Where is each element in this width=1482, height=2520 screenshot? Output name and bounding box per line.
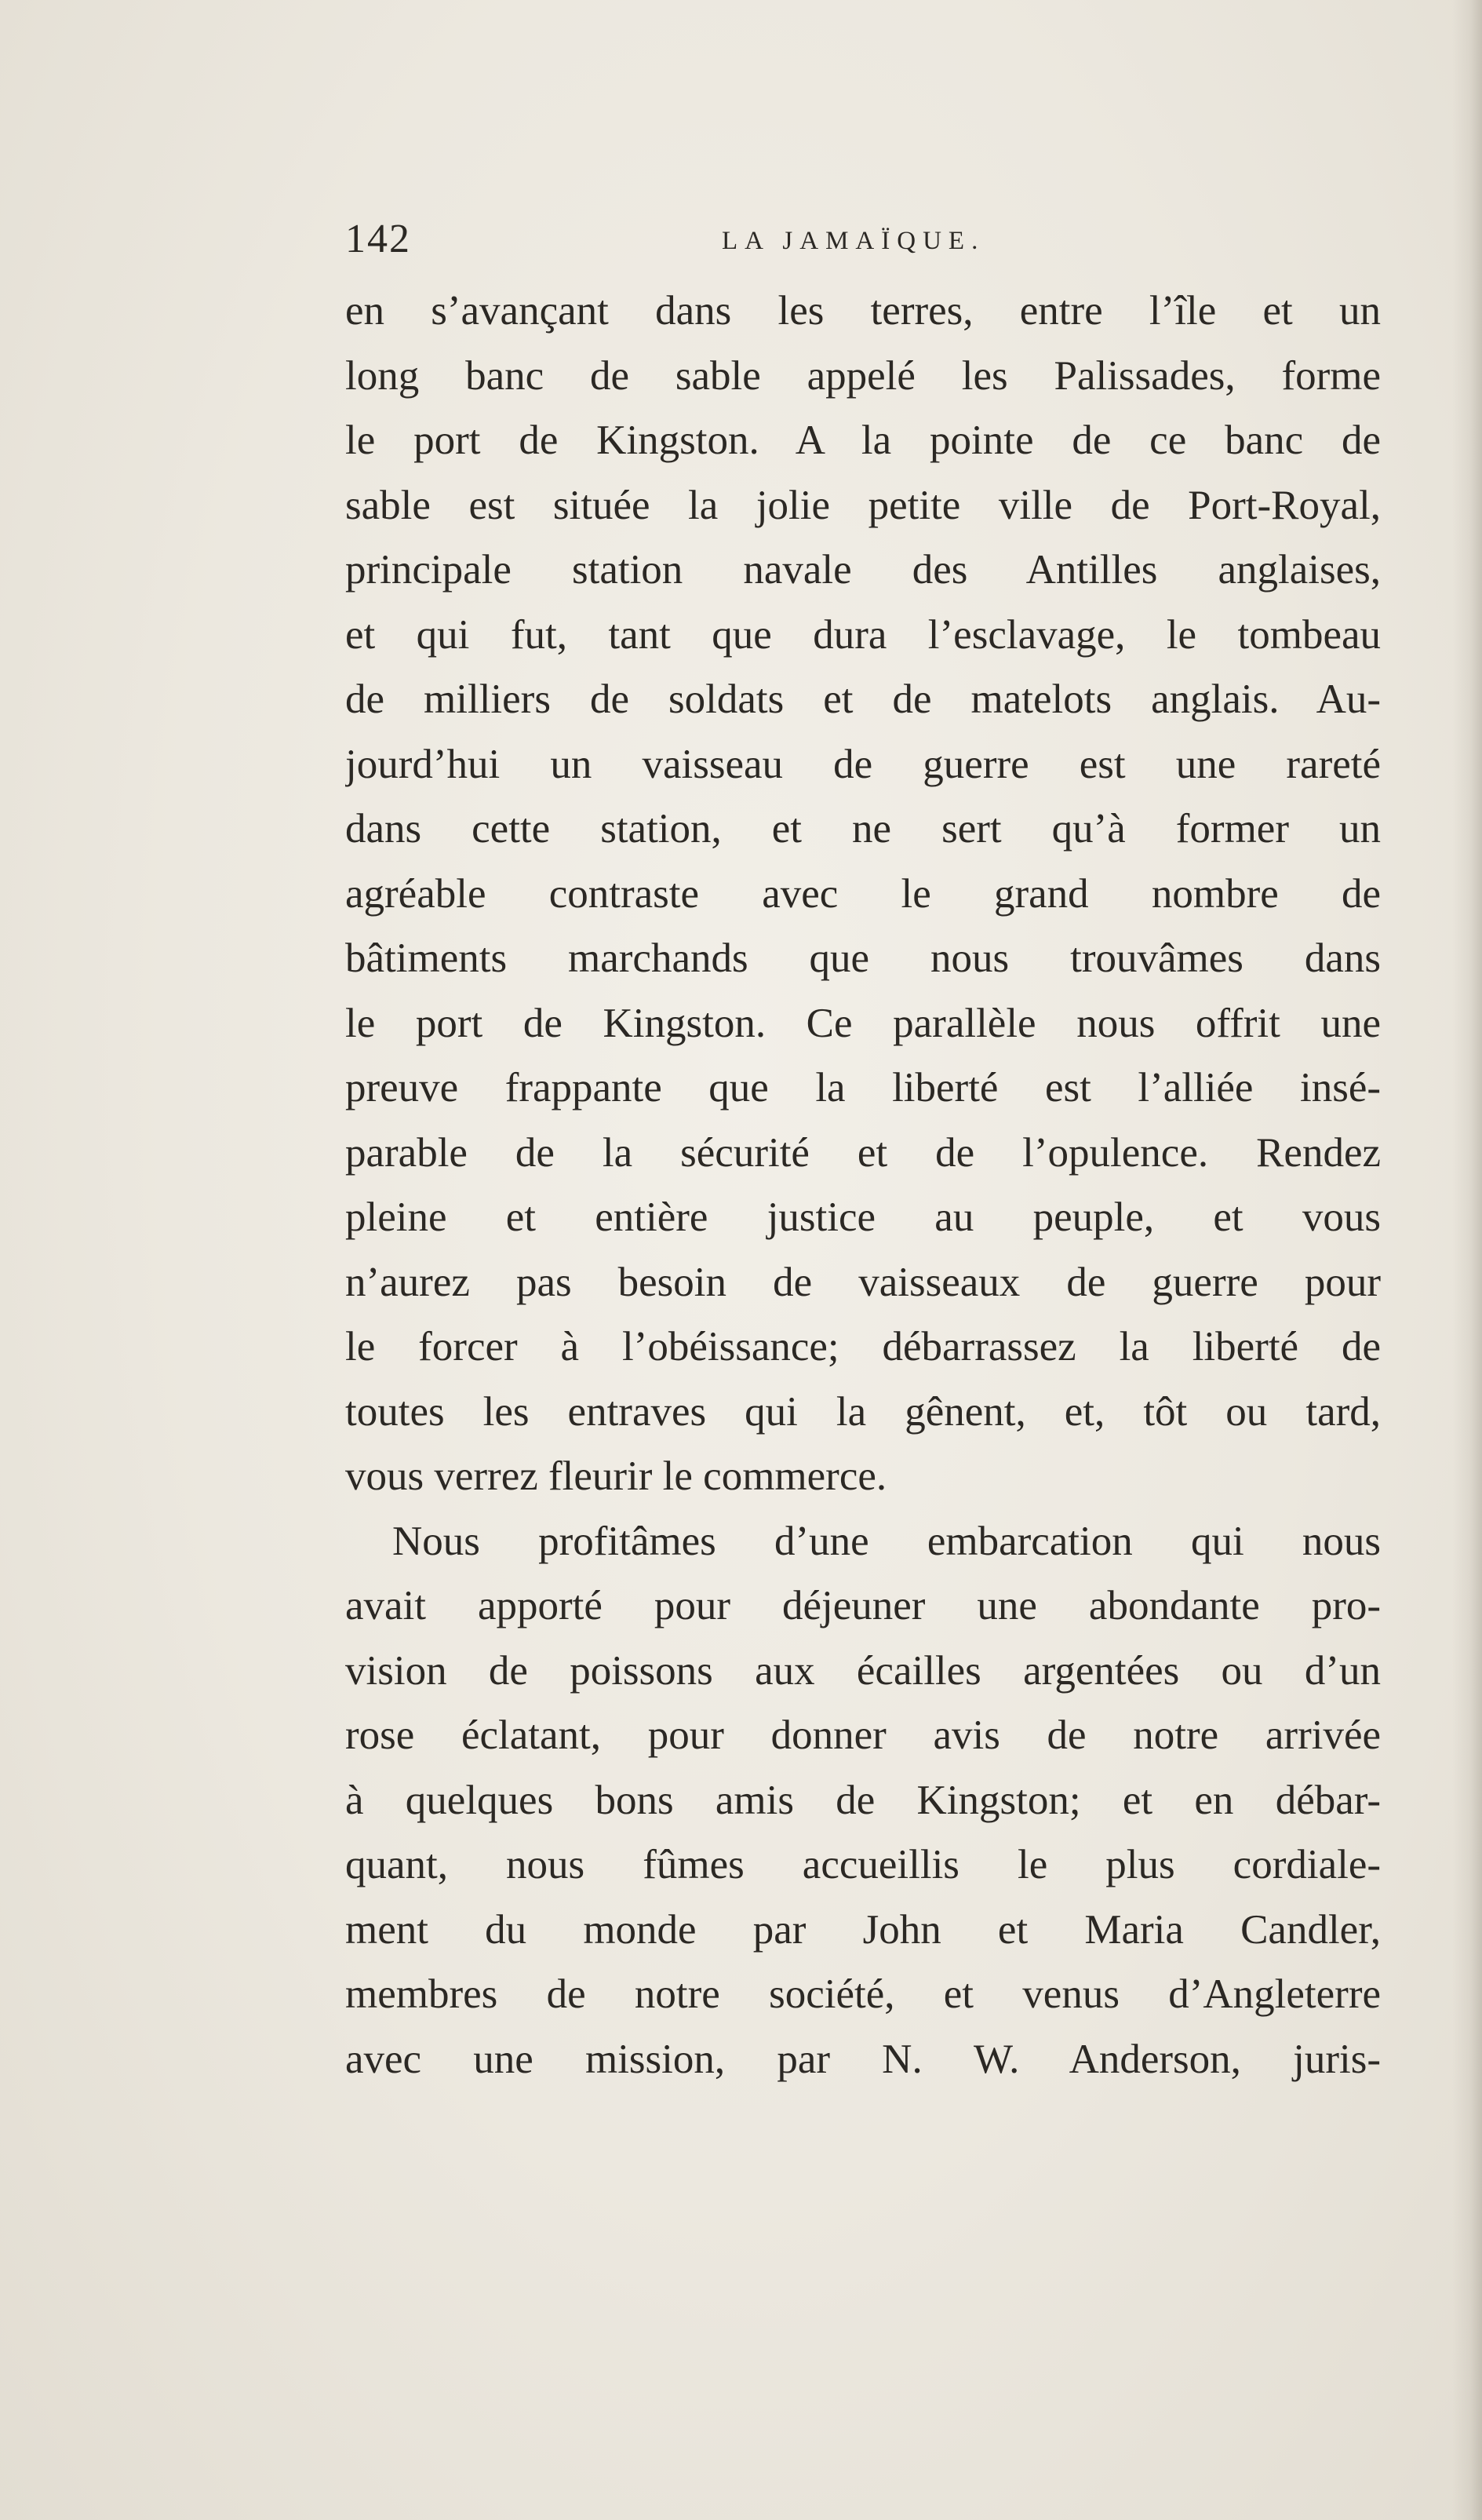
text-line: agréable contraste avec le grand nombre de [345,870,1381,917]
paragraph-start-line: Nous profitâmes d’une embarcation qui nous [392,1518,1381,1564]
text-line: bâtiments marchands que nous trouvâmes dans [345,935,1381,981]
text-line: et qui fut, tant que dura l’esclavage, le tombeau [345,611,1381,658]
running-title: LA JAMAÏQUE. [722,227,985,255]
text-line: vision de poissons aux écailles argentées ou d’un [345,1647,1381,1694]
text-line: le port de Kingston. Ce parallèle nous offrit une [345,1000,1381,1046]
body-text [345,279,1381,2091]
text-line: avec une mission, par N. W. Anderson, juris- [345,2036,1381,2082]
text-line: dans cette station, et ne sert qu’à former un [345,806,1381,852]
text-line: le port de Kingston. A la pointe de ce banc de [345,418,1381,463]
page-number: 142 [345,217,411,261]
text-line: toutes les entraves qui la gênent, et, tôt ou tard, [345,1388,1381,1435]
text-line: rose éclatant, pour donner avis de notre arrivée [345,1712,1381,1758]
text-line: principale station navale des Antilles anglaises, [345,547,1381,593]
text-line: le forcer à l’obéissance; débarrassez la liberté de [345,1324,1381,1369]
page-edge-shadow [1452,0,1482,2520]
text-line: avait apporté pour déjeuner une abondante pro- [345,1583,1381,1628]
text-line: à quelques bons amis de Kingston; et en débar- [345,1777,1381,1823]
text-line: preuve frappante que la liberté est l’alliée insé- [345,1065,1381,1110]
text-line: en s’avançant dans les terres, entre l’île et un [345,288,1381,334]
text-line: de milliers de soldats et de matelots anglais. Au- [345,676,1381,722]
paragraph-end-line: vous verrez fleurir le commerce. [345,1453,887,1499]
page-header [345,212,1381,267]
text-line: membres de notre société, et venus d’Angleterre [345,1971,1381,2017]
text-line: pleine et entière justice au peuple, et vous [345,1194,1381,1240]
text-line: quant, nous fûmes accueillis le plus cordiale- [345,1842,1381,1887]
text-line: long banc de sable appelé les Palissades, forme [345,352,1381,399]
text-line: parable de la sécurité et de l’opulence. Rendez [345,1129,1381,1176]
text-line: ment du monde par John et Maria Candler, [345,1906,1381,1953]
text-line: jourd’hui un vaisseau de guerre est une rareté [345,741,1381,787]
text-line: n’aurez pas besoin de vaisseaux de guerre pour [345,1259,1381,1305]
text-line: sable est située la jolie petite ville de Port-Royal, [345,482,1381,528]
